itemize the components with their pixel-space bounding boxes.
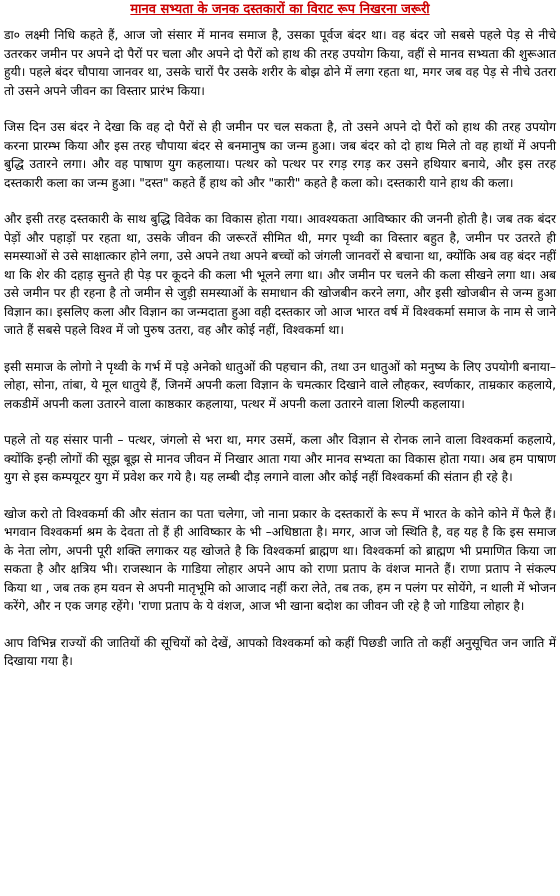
article-paragraph-1: डा० लक्ष्मी निधि कहते हैं, आज जो संसार में मानव समाज है, उसका पूर्वज बंदर था। वह बंदर जो सबसे पहले पेड़ से नीचे उतरकर जमीन पर अपने दो पैरों पर चला और अपने दो पैरों को हाथ की तरह उपयोग किया, वहीं से मानव सभ्यता की शुरूआत हुयी। पहले बंदर चौपाया जानवर था, उसके चारों पैर उसके शरीर के बोझ ढोने में लगा रहता था, मगर जब वह पेड़ से नीचे उतरा तो उसने अपने जीवन का विस्तार प्रारंभ किया।	[4, 28, 556, 98]
paragraph-spacer	[4, 616, 556, 634]
paragraph-spacer	[4, 487, 556, 505]
article-paragraph-3: और इसी तरह दस्तकारी के साथ बुद्धि विवेक का विकास होता गया। आवश्यकता आविष्कार की जननी होती है। जब तक बंदर पेड़ों और पहाड़ों पर रहता था, उसके जीवन की जरूरतें सीमित थी, मगर पृथ्वी का विस्तार बहुत है, जमीन पर उतरते ही समस्याओं से उसे साक्षात्कार होने लगा, उसे अपने तथा अपने बच्चों को जंगली जानवरों से बचाना था, क्योंकि अब वह बंदर नहीं था कि शेर की दहाड़ सुनते ही पेड़ पर कूदने की कला भी भूलने लगा था। और जमीन पर चलने की कला सीखने लगा था। अब उसे जमीन पर ही रहना है तो जमीन से जुड़ी समस्याओं के समाधान की खोजबीन करने लगा, और इसी खोजबीन से जन्म हुआ विज्ञान का। इसलिए कला और विज्ञान का जन्मदाता हुआ वही दस्तकार जो आज भारत वर्ष में विश्वकर्मा समाज के नाम से जाने जाते हैं सबसे पहले विश्व में जो पुरुष उतरा, वह और कोई नहीं, विश्वकर्मा था।	[4, 212, 556, 337]
paragraph-spacer	[4, 100, 556, 118]
article-paragraph-7: आप विभिन्न राज्यों की जातियों की सूचियों को देखें, आपको विश्वकर्मा को कहीं पिछडी जाति तो कहीं अनुसूचित जन जाति में दिखाया गया है।	[4, 635, 556, 668]
paragraph-spacer	[4, 413, 556, 431]
article-paragraph-4: इसी समाज के लोगो ने पृथ्वी के गर्भ में पड़े अनेको धातुओं की पहचान की, तथा उन धातुओं को मनुष्य के लिए उपयोगी बनाया–लोहा, सोना, तांबा, ये मूल धातुये हैं, जिनमें अपनी कला विज्ञान के चमत्कार दिखाने वाले लौहकर, स्वर्णकार, ताम्रकार कहलाये, लकडीमें अपनी कला उतारने वाला काष्ठकार कहलाया, पत्थर में अपनी कला उतारने वाला शिल्पी कहलाया।	[4, 359, 556, 411]
article-paragraph-6: खोज करो तो विश्वकर्मा की और संतान का पता चलेगा, जो नाना प्रकार के दस्तकारों के रूप में भारत के कोने कोने में फैले हैं। भगवान विश्वकर्मा श्रम के देवता तो हैं ही आविष्कार के भी –अधिष्ठाता है। मगर, आज जो स्थिति है, वह यह है कि इस समाज के नेता लोग, अपनी पूरी शक्ति लगाकर यह खोजते है कि विश्वकर्मा ब्राह्मण था। विश्वकर्मा को ब्राह्मण भी प्रमाणित किया जा सकता है और क्षत्रिय भी। राजस्थान के गाडिया लोहार अपने आप को राणा प्रताप के वंशज मानते हैं। राणा प्रताप ने संकल्प किया था , जब तक हम यवन से अपनी मातृभूमि को आजाद नहीं करा लेते, तब तक, हम न पलंग पर सोयेंगे, न थाली में भोजन करेंगे, और न एक जगह रहेंगे। 'राणा प्रताप के ये वंशज, आज भी खाना बदोश का जीवन जी रहे है जो गाडिया लोहार है।	[4, 506, 556, 613]
paragraph-spacer	[4, 340, 556, 358]
paragraph-spacer	[4, 192, 556, 210]
article-paragraph-2: जिस दिन उस बंदर ने देखा कि वह दो पैरों से ही जमीन पर चल सकता है, तो उसने अपने दो पैरों को हाथ की तरह उपयोग करना प्रारम्भ किया और इस तरह चौपाया बंदर से बनमानुष का जन्म हुआ। जब बंदर को दो हाथ मिले तो वह हाथों में अपनी बुद्धि उतारने लगा। और वह पाषाण युग कहलाया। पत्थर को पत्थर पर रगड़ रगड़ कर उसने हथियार बनाये, और इस तरह दस्तकारी कला का जन्म हुआ। "दस्त" कहते हैं हाथ को और "कारी" कहते है कला को। दस्तकारी याने हाथ की कला।	[4, 120, 556, 190]
article-paragraph-5: पहले तो यह संसार पानी – पत्थर, जंगलो से भरा था, मगर उसमें, कला और विज्ञान से रोनक लाने वाला विश्वकर्मा कहलाये, क्योंकि इन्ही लोगों की सूझ बूझ से मानव जीवन में निखार आता गया और मानव सभ्यता का विकास होता गया। अब हम पाषाण युग से इस कम्पयूटर युग में प्रवेश कर गये है। यह लम्बी दौड़ लगाने वाला और कोई नहीं विश्वकर्मा की संतान ही रहे है।	[4, 433, 556, 484]
article-title: मानव सभ्यता के जनक दस्तकारों का विराट रूप निखरना जरूरी	[130, 2, 430, 17]
